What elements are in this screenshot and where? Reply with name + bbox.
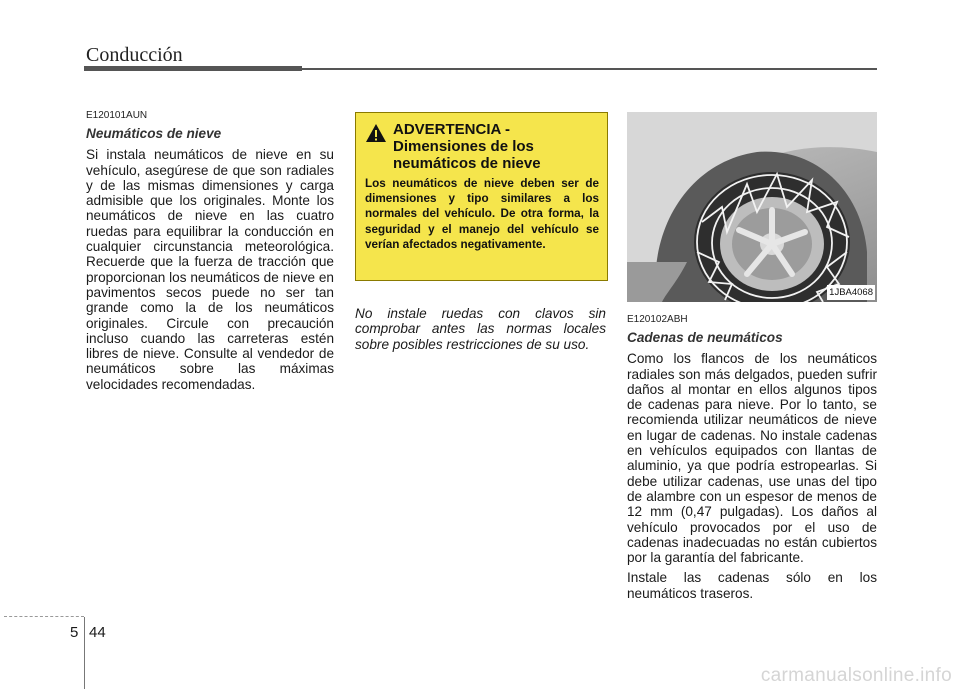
page-header-title: Conducción — [86, 44, 183, 66]
warning-triangle-icon — [365, 123, 387, 143]
page-number: 44 — [89, 624, 106, 641]
section-body-1: Como los flancos de los neumáticos radiales son más delgados, pueden sufrir daños al montar en ellos algunos tipos de cadenas para nieve. Por lo tanto, se recomienda utilizar neumáticos de nieve en lugar de cadenas. No instale cadenas en vehículos equipados con llantas de aluminio, ya que podría estropearlas. Si debe utilizar cadenas, use unas del tipo de alambre con un espesor de menos de 12 mm (0,47 pulgadas). Los daños al vehículo provocados por el uso de cadenas inadecuadas no están cubiertos por la garantía del fabricante. — [627, 351, 877, 566]
section-body: Si instala neumáticos de nieve en su vehículo, asegúrese de que son radiales y de las mismas dimensiones y carga admisible que los originales. Monte los neumáticos de nieve en las cuatro ruedas para equilibrar la conducción en cualquier circunstancia meteorológica. Recuerde que la fuerza de tracción que proporcionan los neumáticos de nieve en pavimentos secos puede no ser tan grande como la de los neumáticos originales. Circule con precaución incluso cuando las carreteras estén libres de nieve. Consulte al vendedor de neumáticos sobre las máximas velocidades recomendadas. — [86, 147, 334, 392]
watermark: carmanualsonline.info — [760, 665, 952, 686]
chapter-number: 5 — [70, 624, 79, 641]
section-code: E120102ABH — [627, 314, 688, 325]
warning-title-line-1: ADVERTENCIA - — [393, 121, 510, 138]
tire-chain-photo — [627, 112, 877, 302]
warning-title — [393, 121, 541, 172]
section-code: E120101AUN — [86, 110, 148, 121]
footer-rule-vertical — [84, 617, 85, 689]
warning-header — [365, 121, 599, 172]
section-heading: Neumáticos de nieve — [86, 126, 222, 141]
middle-column — [355, 112, 606, 352]
header-rule-thin — [302, 68, 877, 70]
footer-rule-horizontal — [4, 616, 84, 617]
warning-body: Los neumáticos de nieve deben ser de dimensiones y tipo similares a los normales del vehículo. De otra forma, la seguridad y el manejo del vehículo se verían afectados negativamente. — [365, 177, 599, 251]
header-rule-thick — [84, 66, 302, 71]
studded-tire-note: No instale ruedas con clavos sin comprobar antes las normas locales sobre posibles restricciones de su uso. — [355, 306, 606, 352]
warning-title-line-3: neumáticos de nieve — [393, 155, 541, 172]
section-body-2: Instale las cadenas sólo en los neumáticos traseros. — [627, 570, 877, 601]
left-column — [86, 110, 334, 392]
section-heading: Cadenas de neumáticos — [627, 330, 783, 345]
right-column — [627, 112, 877, 601]
tire-chain-illustration — [627, 112, 877, 302]
image-caption: 1JBA4068 — [827, 285, 875, 300]
warning-title-line-2: Dimensiones de los — [393, 138, 534, 155]
warning-box — [355, 112, 608, 281]
